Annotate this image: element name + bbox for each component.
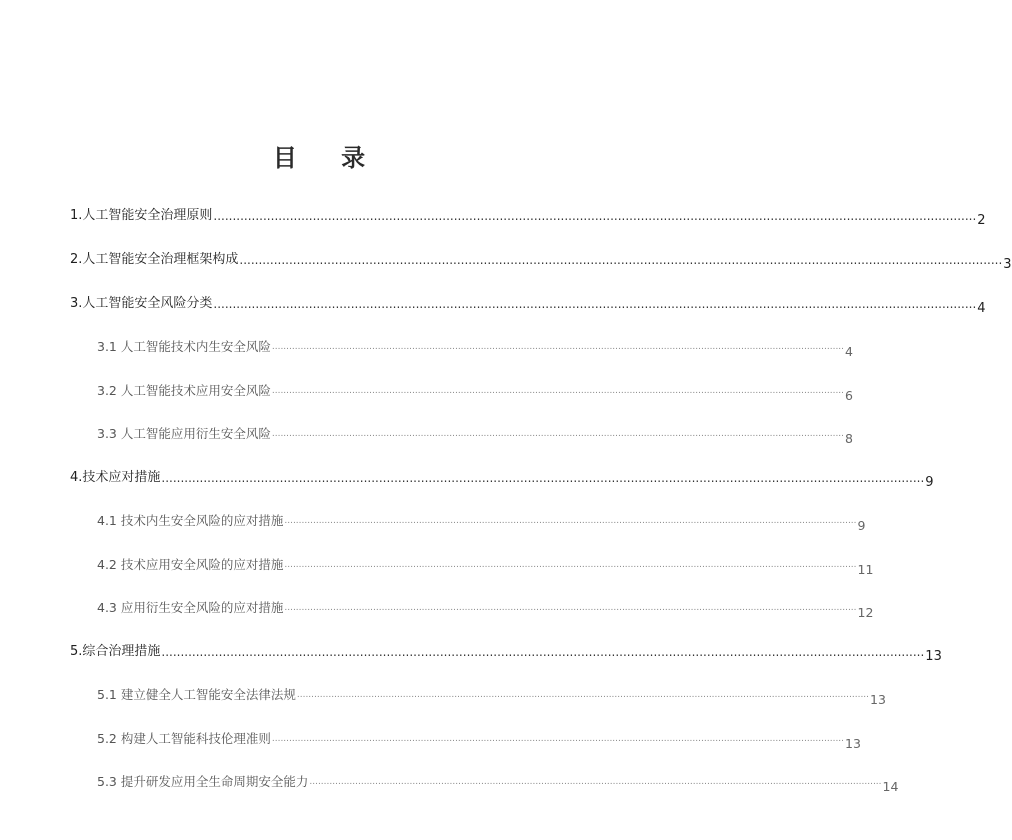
toc-entry[interactable]: [70, 288, 986, 316]
toc-leader-dots: ........................................................................................................................................................................................................: [161, 645, 925, 659]
toc-entry-page: 3: [1003, 257, 1012, 272]
toc-entry-title: 5.3 提升研发应用全生命周期安全能力: [97, 774, 309, 789]
toc-entry-page: 13: [845, 736, 861, 751]
toc-title: 目 录: [272, 143, 384, 172]
toc-entry-page: 12: [857, 605, 874, 620]
toc-leader-dots: ........................................................................................................................................................................................................: [271, 386, 845, 396]
toc-entry-title: 3.2 人工智能技术应用安全风险: [97, 383, 271, 398]
toc-leader-dots: ........................................................................................................................................................................................................: [271, 734, 845, 744]
toc-entry-title: 3.人工智能安全风险分类: [70, 296, 213, 311]
toc-entry-title: 5.2 构建人工智能科技伦理准则: [97, 731, 271, 746]
toc-leader-dots: ........................................................................................................................................................................................................: [161, 471, 925, 485]
toc-entry-title: 3.1 人工智能技术内生安全风险: [97, 339, 271, 354]
toc-entry-page: 14: [882, 779, 899, 794]
toc-entry-title: 4.技术应对措施: [70, 470, 161, 485]
toc-entry-page: 2: [977, 213, 986, 228]
toc-leader-dots: ........................................................................................................................................................................................................: [213, 209, 977, 223]
toc-entry-title: 3.3 人工智能应用衍生安全风险: [97, 426, 271, 441]
toc-entry-page: 4: [977, 301, 986, 316]
toc-entry-title: 2.人工智能安全治理框架构成: [70, 252, 239, 267]
toc-entry-page: 11: [857, 562, 874, 577]
toc-entry[interactable]: [70, 636, 942, 664]
toc-leader-dots: ........................................................................................................................................................................................................: [284, 603, 857, 613]
toc-entry-page: 9: [925, 475, 934, 490]
toc-leader-dots: ........................................................................................................................................................................................................: [213, 297, 977, 311]
toc-entry-title: 4.1 技术内生安全风险的应对措施: [97, 513, 284, 528]
toc-entry-page: 6: [845, 388, 853, 403]
toc-entry[interactable]: [97, 766, 899, 794]
toc-entry-title: 4.2 技术应用安全风险的应对措施: [97, 557, 284, 572]
toc-entry[interactable]: [97, 549, 874, 577]
toc-entry[interactable]: [97, 331, 853, 359]
toc-leader-dots: ........................................................................................................................................................................................................: [284, 560, 857, 570]
toc-entry-page: 8: [845, 431, 853, 446]
toc-leader-dots: ........................................................................................................................................................................................................: [296, 690, 870, 700]
toc-entry[interactable]: [97, 375, 853, 403]
toc-entry[interactable]: [70, 462, 934, 490]
toc-entry[interactable]: [70, 200, 986, 228]
toc-leader-dots: ........................................................................................................................................................................................................: [271, 342, 845, 352]
toc-entry[interactable]: [97, 592, 874, 620]
toc-entry-page: 4: [845, 344, 853, 359]
toc-entry-title: 5.1 建立健全人工智能安全法律法规: [97, 687, 296, 702]
toc-entry-page: 9: [857, 518, 866, 533]
toc-leader-dots: ........................................................................................................................................................................................................: [309, 777, 882, 787]
toc-entry[interactable]: [97, 505, 866, 533]
toc-entry[interactable]: [70, 244, 1012, 272]
toc-leader-dots: ........................................................................................................................................................................................................: [271, 429, 845, 439]
toc-entry[interactable]: [97, 679, 886, 707]
toc-entry-title: 4.3 应用衍生安全风险的应对措施: [97, 600, 284, 615]
toc-leader-dots: ........................................................................................................................................................................................................: [239, 253, 1003, 267]
toc-entry[interactable]: [97, 418, 853, 446]
toc-entry-page: 13: [870, 692, 886, 707]
toc-leader-dots: ........................................................................................................................................................................................................: [284, 516, 857, 526]
toc-entry[interactable]: [97, 723, 861, 751]
toc-entry-title: 1.人工智能安全治理原则: [70, 208, 213, 223]
toc-entry-title: 5.综合治理措施: [70, 644, 161, 659]
toc-entry-page: 13: [925, 649, 942, 664]
